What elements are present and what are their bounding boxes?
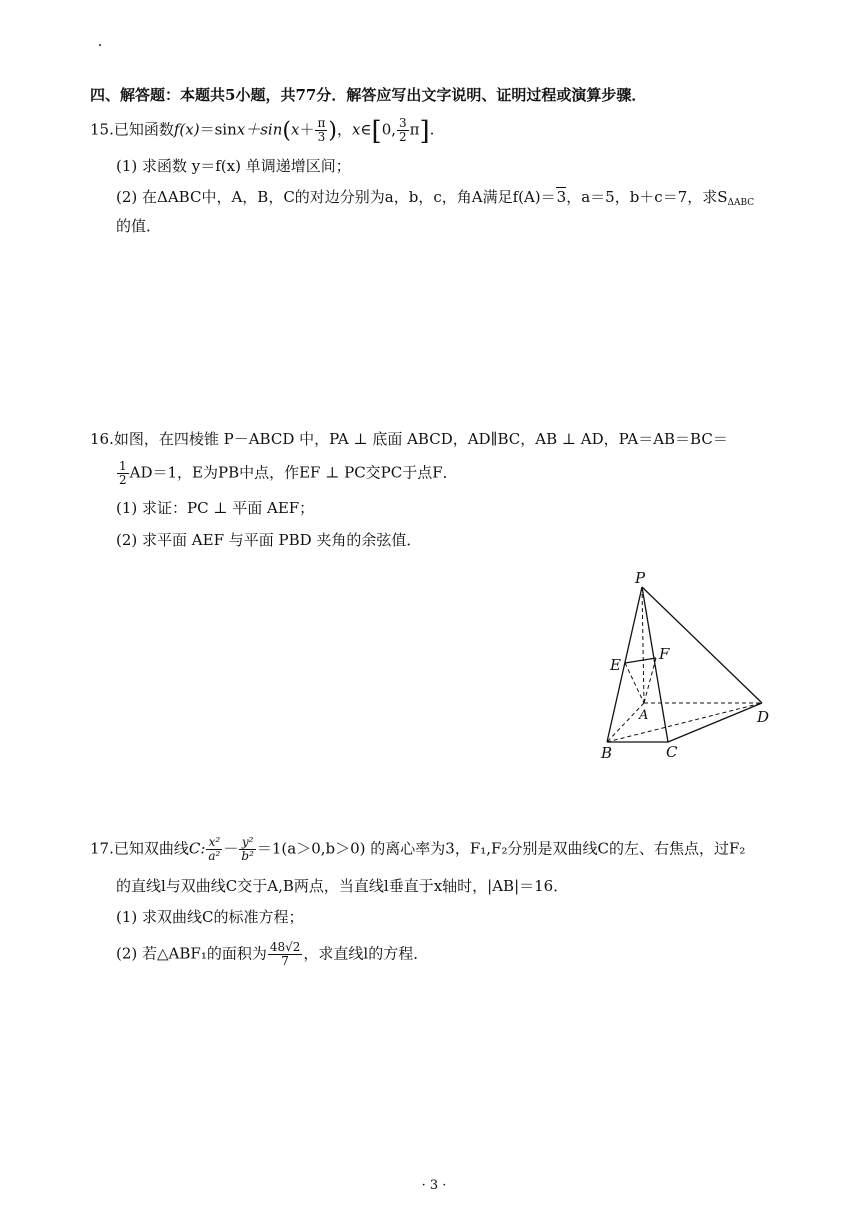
segment-AF — [644, 658, 656, 703]
q15-pi-over-3: $\frac{\pi}{3}$ — [317, 116, 326, 144]
q16-number: 16. — [90, 430, 114, 448]
page-number: · 3 · — [421, 1178, 447, 1193]
q16-line2 — [116, 460, 458, 487]
q17-line1-b: ＝1(a＞0,b＞0) 的离心率为3，F₁,F₂分别是双曲线C的左、右焦点，过F₂ — [256, 839, 746, 858]
label-A: A — [639, 708, 649, 723]
q16-line1 — [90, 429, 728, 449]
q15-sqrt3: 3 — [556, 188, 567, 206]
q15-stem: 15.已知函数f(x)＝sinx＋sin(x＋ $\frac{\pi}{3}$ )，x∈[0, $\frac{3}{2}$ π]. — [90, 116, 435, 147]
q15-fx: f(x) — [173, 120, 200, 139]
pyramid-figure — [592, 566, 782, 766]
q17-area-frac: $\frac{48√2}{7}$ — [269, 940, 301, 968]
q15-area-subscript: ΔABC — [727, 198, 755, 208]
label-D: D — [757, 708, 770, 726]
q15-part2 — [116, 187, 754, 213]
q16-half: $\frac{1}{2}$ — [119, 459, 127, 487]
q17-y-frac: $\frac{\text{y²}}{\text{b²}}$ — [241, 835, 254, 863]
q15-part1: (1) 求函数 y＝f(x) 单调递增区间； — [116, 157, 351, 175]
diagonal-BD — [607, 703, 762, 742]
q16-part1: (1) 求证：PC ⊥ 平面 AEF； — [116, 499, 315, 517]
section-header: 四、解答题：本题共5小题，共77分．解答应写出文字说明、证明过程或演算步骤． — [90, 86, 647, 104]
q15-interval-b: 0, — [381, 120, 396, 139]
q17-part2-b: ，求直线l的方程． — [303, 944, 429, 963]
q17-minus: － — [223, 839, 239, 858]
q16-line2-text: AD＝1，E为PB中点，作EF ⊥ PC交PC于点F． — [129, 463, 458, 482]
q15-part2-a: (2) 在ΔABC中，A，B，C的对边分别为a，b，c，角A满足f(A)＝ — [116, 188, 556, 206]
q15-stem-c: x＋sin — [236, 120, 283, 139]
q16-part2: (2) 求平面 AEF 与平面 PBD 夹角的余弦值． — [116, 531, 422, 549]
q15-part2-b: ，a＝5，b＋c＝7，求S — [566, 188, 728, 206]
scan-dot — [99, 44, 101, 46]
q17-curve: C: — [188, 839, 206, 858]
q16-line1-text: 如图，在四棱锥 P－ABCD 中，PA ⊥ 底面 ABCD，AD∥BC，AB ⊥ AD，PA＝AB＝BC＝ — [113, 430, 728, 448]
q15-interval-a: x∈ — [351, 120, 372, 139]
q17-part1: (1) 求双曲线C的标准方程； — [116, 908, 304, 926]
q15-interval-c: π — [409, 120, 420, 139]
q15-three-halves: $\frac{3}{2}$ — [399, 116, 407, 144]
q15-stem-b: ＝sin — [199, 120, 237, 139]
q17-line1-a: 已知双曲线 — [113, 839, 189, 858]
label-E: E — [610, 656, 621, 674]
q15-stem-text: 已知函数 — [113, 120, 174, 139]
label-F: F — [659, 645, 670, 663]
label-B: B — [601, 744, 613, 762]
q15-paren-open: ( — [282, 118, 291, 144]
q15-paren-close: ) — [328, 118, 337, 144]
q17-part2 — [116, 941, 428, 968]
label-C: C — [666, 743, 678, 761]
q17-line2: 的直线l与双曲线C交于A,B两点，当直线l垂直于x轴时，|AB|＝16． — [116, 877, 569, 895]
segment-EF — [625, 658, 656, 663]
edge-PA — [642, 587, 644, 703]
q17-x-frac: $\frac{\text{x²}}{\text{a²}}$ — [208, 835, 221, 863]
label-P: P — [635, 569, 646, 587]
q15-part2-end: 的值． — [116, 217, 162, 235]
q17-part2-a: (2) 若△ABF₁的面积为 — [116, 944, 267, 963]
edge-CD — [668, 703, 762, 742]
q15-number: 15. — [90, 120, 114, 139]
q17-number: 17. — [90, 839, 114, 858]
q17-line1 — [90, 836, 745, 863]
segment-AE — [625, 663, 644, 703]
